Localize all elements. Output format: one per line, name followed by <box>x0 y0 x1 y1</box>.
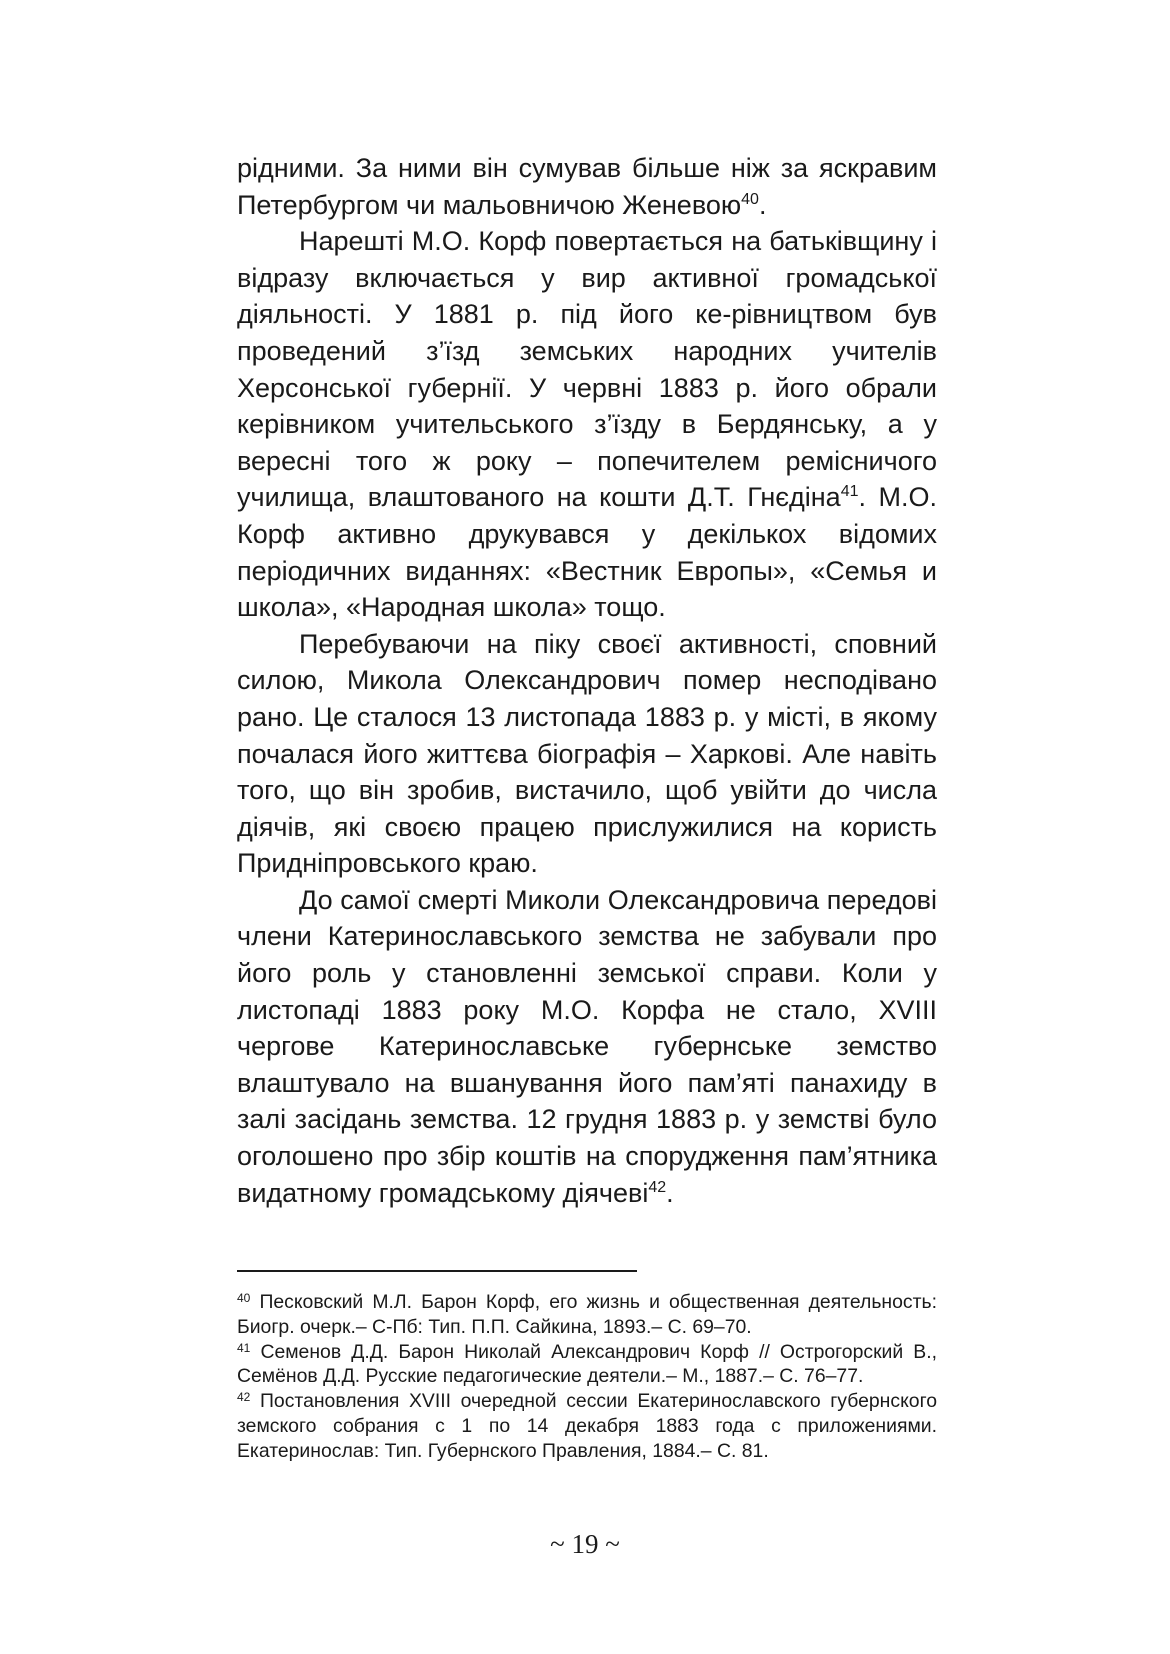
footnotes <box>237 1290 937 1464</box>
footnote-separator <box>237 1270 637 1272</box>
footnote-number: 42 <box>237 1390 251 1405</box>
footnote-41 <box>237 1340 937 1390</box>
body-text <box>237 150 937 1211</box>
footnote-42 <box>237 1389 937 1463</box>
paragraph-4: До самої смерті Миколи Олександровича передові члени Катеринославського земства не забували про його роль у становленні земської справи. Коли у листопаді 1883 року М.О. Корфа не стало, XVIII чергове Катеринославське губернське земство влаштувало на вшанування його пам’яті панахиду в залі засідань земства. 12 грудня 1883 р. у земстві було оголошено про збір коштів на спорудження пам’ятника видатному громадському діячеві$^{42}$. <box>237 884 937 1208</box>
footnote-ref-41[interactable]: 41 <box>840 483 859 501</box>
page-number: ~ 19 ~ <box>550 1529 620 1559</box>
paragraph-1: рідними. За ними він сумував більше ніж за яскравим Петербургом чи мальовничою Женевою$^{40}$. <box>237 153 937 220</box>
footnote-number: 40 <box>237 1291 251 1305</box>
paragraph-3: Перебуваючи на піку своєї активності, сповний силою, Микола Олександрович помер несподівано рано. Це сталося 13 листопада 1883 р. у місті, в якому почалася його життєва біографія – Харкові. Але навіть того, що він зробив, вистачило, щоб увійти до числа діячів, які своєю працею прислужилися на користь Придніпровського краю. <box>237 628 937 879</box>
page-content <box>237 150 937 1211</box>
paragraph-2: Нарешті М.О. Корф повертається на батьківщину і відразу включається у вир активної громадської діяльності. У 1881 р. під його ке-рівництвом був проведений з’їзд земських народних учителів Херсонської губернії. У червні 1883 р. його обрали керівником учительського з’їзду в Бердянську, а у вересні того ж року – попечителем ремісничого училища, влаштованого на кошти Д.Т. Гнєдіна$^{41}$. М.О. Корф активно друкувався у декількох відомих періодичних виданнях: «Вестник Европы», «Семья и школа», «Народная школа» тощо. <box>237 226 937 623</box>
footnote-number: 41 <box>237 1340 251 1355</box>
footnote-ref-40[interactable]: 40 <box>741 190 759 208</box>
footnote-40 <box>237 1290 937 1340</box>
footnote-text: Семенов Д.Д. Барон Николай Александрович Корф // Острогорский В., Семёнов Д.Д. Русские педагогические деятели.– М., 1887.– С. 76–77. <box>237 1340 937 1388</box>
footnote-ref-42[interactable]: 42 <box>648 1178 667 1196</box>
footnote-text: Постановления XVIII очередной сессии Екатеринославского губернского земского собрания с 1 по 14 декабря 1883 года с приложениями. Екатеринослав: Тип. Губернского Правления, 1884.– С. 81. <box>237 1390 937 1462</box>
footnote-text: Песковский М.Л. Барон Корф, его жизнь и общественная деятельность: Биогр. очерк.– С-Пб: Тип. П.П. Сайкина, 1893.– С. 69–70. <box>237 1291 937 1338</box>
